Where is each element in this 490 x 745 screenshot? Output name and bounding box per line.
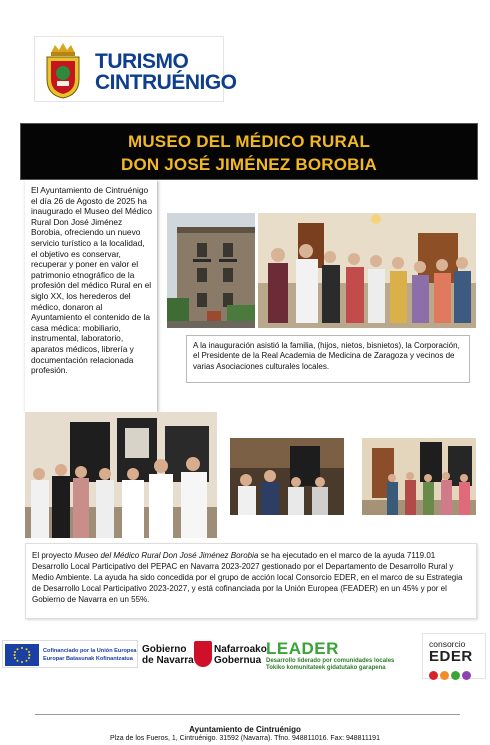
photo-exhibition-hall <box>362 438 476 515</box>
brand-line-2: CINTRUÉNIGO <box>95 71 237 94</box>
title-line-1: MUSEO DEL MÉDICO RURAL <box>127 132 371 151</box>
turismo-logo <box>34 36 237 102</box>
leader-subtitle-es: Desarrollo liderado por comunidades locales <box>266 658 395 664</box>
eu-cofunding-logo <box>2 640 138 668</box>
footer-divider <box>35 714 460 715</box>
project-text-end: se ha ejecutado en el marco de la ayuda 7119.01 Desarrollo Local Participativo del PEPAC en Navarra 2023-2027 gestionado por el Departamento de Desarrollo Rural y Medio Ambiente. La ayuda ha sido concedida por el grupo de acción local Consorcio EDER, en el marco de su Estrategia de Desarrollo Local Participativo 2023-2027, y está cofinanciada por la Unión Europea (FEADER) en un 45% y por el Gobierno de Navarra en un 55%. <box>32 551 463 604</box>
leader-subtitle-eu: Tokiko komunitateek gidatutako garapena <box>266 665 386 671</box>
gobierno-text-es <box>142 644 194 666</box>
photo-museum-building <box>167 213 255 328</box>
gobierno-es-line1: Gobierno <box>142 644 187 655</box>
project-text-start: El proyecto <box>32 551 75 560</box>
eder-name: EDER <box>429 648 473 665</box>
eu-text-es: Cofinanciado por la Unión Europea <box>43 648 137 654</box>
eder-dots-icon <box>429 667 473 685</box>
photo-exhibition-group <box>25 412 217 538</box>
photo-visitors <box>230 438 344 515</box>
coat-of-arms-icon <box>43 41 83 99</box>
footer-address: Plza de los Fueros, 1, Cintruénigo. 31592 (Navarra). Tfno. 948811016. Fax: 948811191 <box>110 735 380 742</box>
brand-wordmark <box>95 51 237 93</box>
eder-label: consorcio <box>429 639 466 649</box>
project-description <box>25 543 477 619</box>
gobierno-text-eu <box>214 644 267 666</box>
eu-flag-icon <box>5 644 39 666</box>
gobierno-eu-line2: Gobernua <box>214 655 262 666</box>
title-banner <box>20 123 478 180</box>
title-line-2: DON JOSÉ JIMÉNEZ BOROBIA <box>120 155 378 174</box>
leader-title: LEADER <box>266 639 339 658</box>
project-title-italic: Museo del Médico Rural Don José Jiménez Borobia <box>74 551 259 560</box>
gobierno-es-line2: de Navarra <box>142 655 194 666</box>
footer-organization: Ayuntamiento de Cintruénigo <box>189 725 301 734</box>
eu-text-eu: Europar Batasunak Kofinantzatua <box>43 656 133 662</box>
gobierno-navarra-logo <box>142 638 266 670</box>
brand-line-1: TURISMO <box>95 50 189 73</box>
navarra-crest-icon <box>194 641 212 667</box>
photo-caption: A la inauguración asistió la familia, (hijos, nietos, bisnietos), la Corporación, el Presidente de la Real Academia de Medicina de Zaragoza y vecinos de varias Asociaciones culturales locales. <box>186 335 470 383</box>
consorcio-eder-logo <box>422 633 486 679</box>
intro-text: El Ayuntamiento de Cintruénigo el día 26 de Agosto de 2025 ha inaugurado el Museo del Médico Rural Don José Jiménez Borobia, ofreciendo un nuevo servicio turístico a la localidad, el objetivo es conservar, recuperar y poner en valor el patrimonio etnográfico de la profesión del médico Rural en el siglo XX, los herederos del médico, donaron al Ayuntamiento el contenido de la casa médica: mobiliario, instrumental, laboratorio, aparatos médicos, librería y documentación relacionada profesión. <box>25 180 157 412</box>
gobierno-eu-line1: Nafarroako <box>214 644 267 655</box>
leader-logo <box>266 639 418 671</box>
photo-inauguration-group <box>258 213 476 328</box>
